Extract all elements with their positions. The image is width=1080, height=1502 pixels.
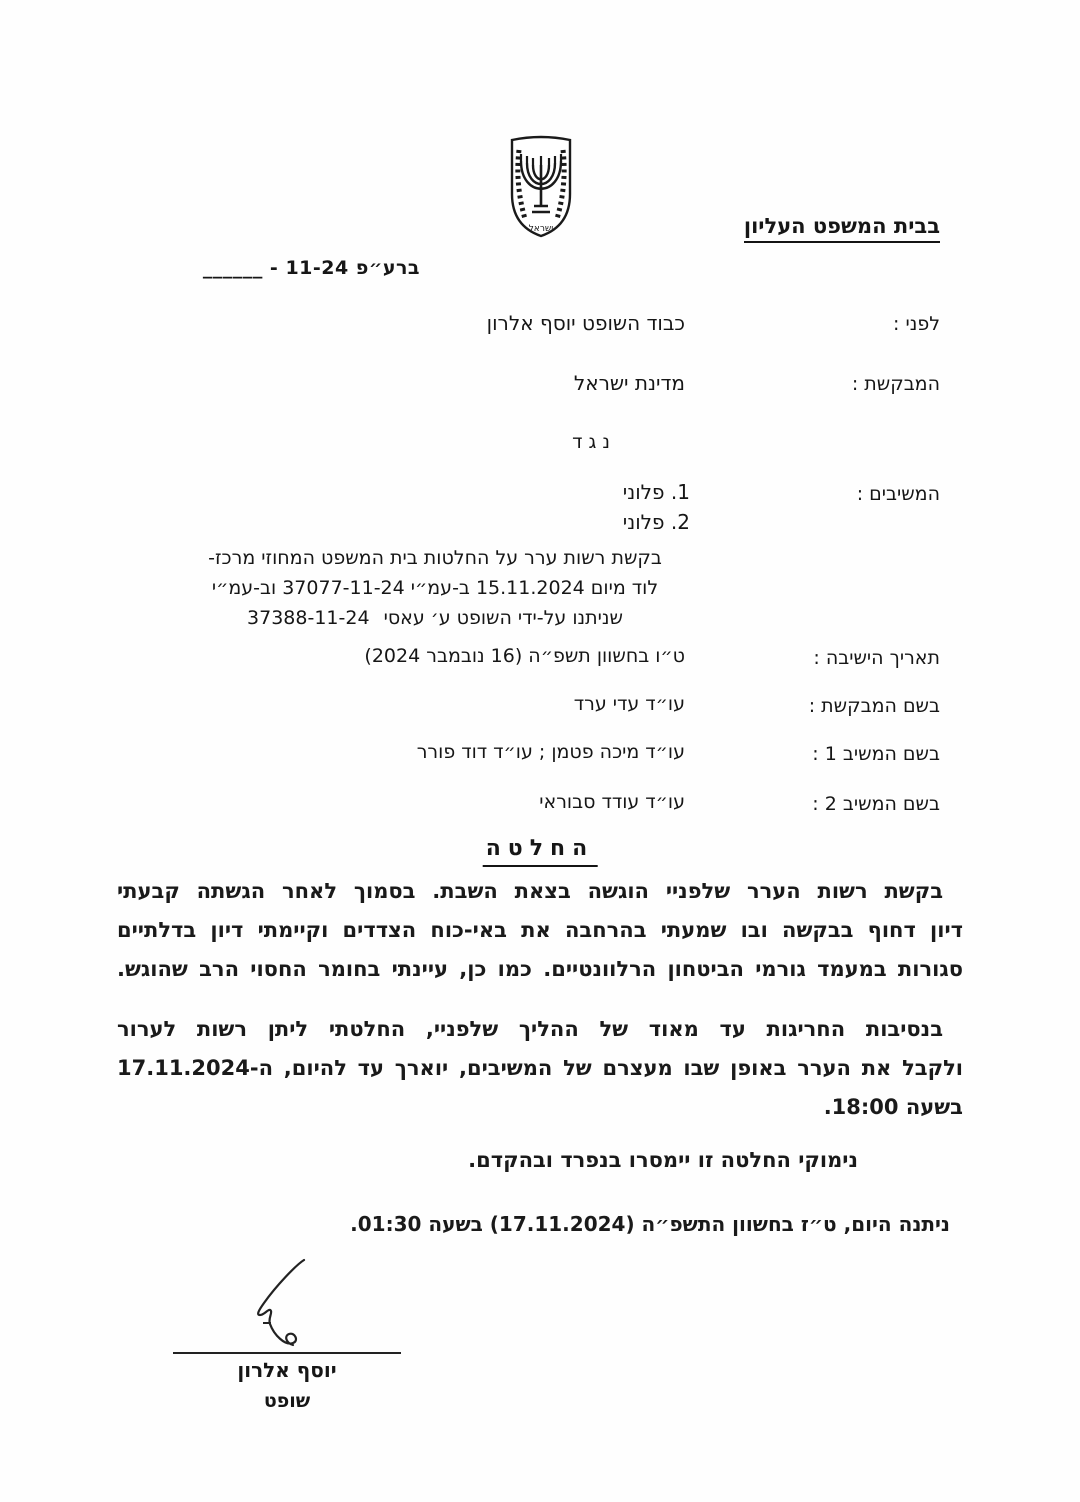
menorah-shield-icon [506,132,576,240]
court-title: בבית המשפט העליון [744,214,940,243]
versus-text: נ ג ד [572,431,610,453]
paragraph1-line1: בקשת רשות הערר שלפניי הוגשה בצאת השבת. בסמוך לאחר הגשתה קבעתי [117,879,943,903]
paragraph1-line3: סגורות במעמד גורמי הביטחון הרלוונטיים. כמו כן, עיינתי בחומר החסוי הרב שהוגש. [117,957,963,981]
applicant-counsel-label: בשם המבקשת : [808,695,940,717]
respondents-label: המשיבים : [856,483,940,505]
applicant-counsel-value: עו״ד עדי ערד [573,693,685,715]
respondent1-counsel-value: עו״ד מיכה פטמן ; עו״ד דוד פורר [416,741,685,763]
respondent2-counsel-label: בשם המשיב 2 : [812,793,940,815]
respondents-list [623,477,690,537]
paragraph2-line3: בשעה 18:00. [823,1095,963,1119]
respondent-2: 2. פלוני [622,510,690,534]
paragraph2-line2: ולקבל את הערר באופן שבו מעצרם של המשיבים, יוארך עד להיום, ה-17.11.2024 [117,1056,963,1080]
hearing-date-label: תאריך הישיבה : [813,647,940,669]
applicant-name: מדינת ישראל [573,371,685,395]
decision-heading: החלטה [483,836,598,867]
respondent1-counsel-label: בשם המשיב 1 : [812,743,940,765]
judge-signature-name: יוסף אלרון [237,1358,337,1382]
request-subject [168,543,702,633]
request-subject-line2: לוד מיום 15.11.2024 ב-עמ״י 37077-11-24 וב-עמ״י [211,577,659,599]
judge-signature-role: שופט [263,1390,311,1412]
respondent-1: 1. פלוני [622,480,690,504]
paragraph1-line2: דיון דחוף בבקשה ובו שמעתי בהרחבה את באי-כוח הצדדים וקיימתי דיון בדלתיים [117,918,963,942]
decision-date-line: ניתנה היום, ט״ז בחשוון התשפ״ה (17.11.2024) בשעה 01:30. [350,1212,950,1236]
applicant-label: המבקשת : [851,373,940,395]
decision-paragraph-1 [117,872,963,989]
paragraph2-line1: בנסיבות החריגות עד מאוד של ההליך שלפניי, החלטתי ליתן רשות לערור [117,1017,943,1041]
signature-rule [173,1352,401,1354]
request-subject-line3-text: שניתנו על-ידי השופט ע׳ עאסי [383,607,623,629]
israel-state-emblem-icon [506,132,576,240]
hearing-date-value: ט״ו בחשוון תשפ״ה (16 נובמבר 2024) [364,645,685,667]
before-label: לפני : [893,313,940,335]
emblem-caption: ישראל [528,224,554,234]
request-subject-line3 [168,603,702,633]
judge-name: כבוד השופט יוסף אלרון [486,311,685,335]
decision-paragraph-2 [117,1010,963,1127]
request-subject-line3-casenum: 37388-11-24 [247,607,370,629]
request-subject-line1: בקשת רשות ערר על החלטות בית המשפט המחוזי מרכז- [208,547,662,569]
decision-paragraph-3: נימוקי החלטה זו יימסרו בנפרד ובהקדם. [468,1148,858,1172]
judge-signature-icon [238,1256,330,1354]
respondent2-counsel-value: עו״ד עודד סבוראי [539,791,685,813]
case-number: ברע״פ 11-24 - ______ [202,257,420,279]
